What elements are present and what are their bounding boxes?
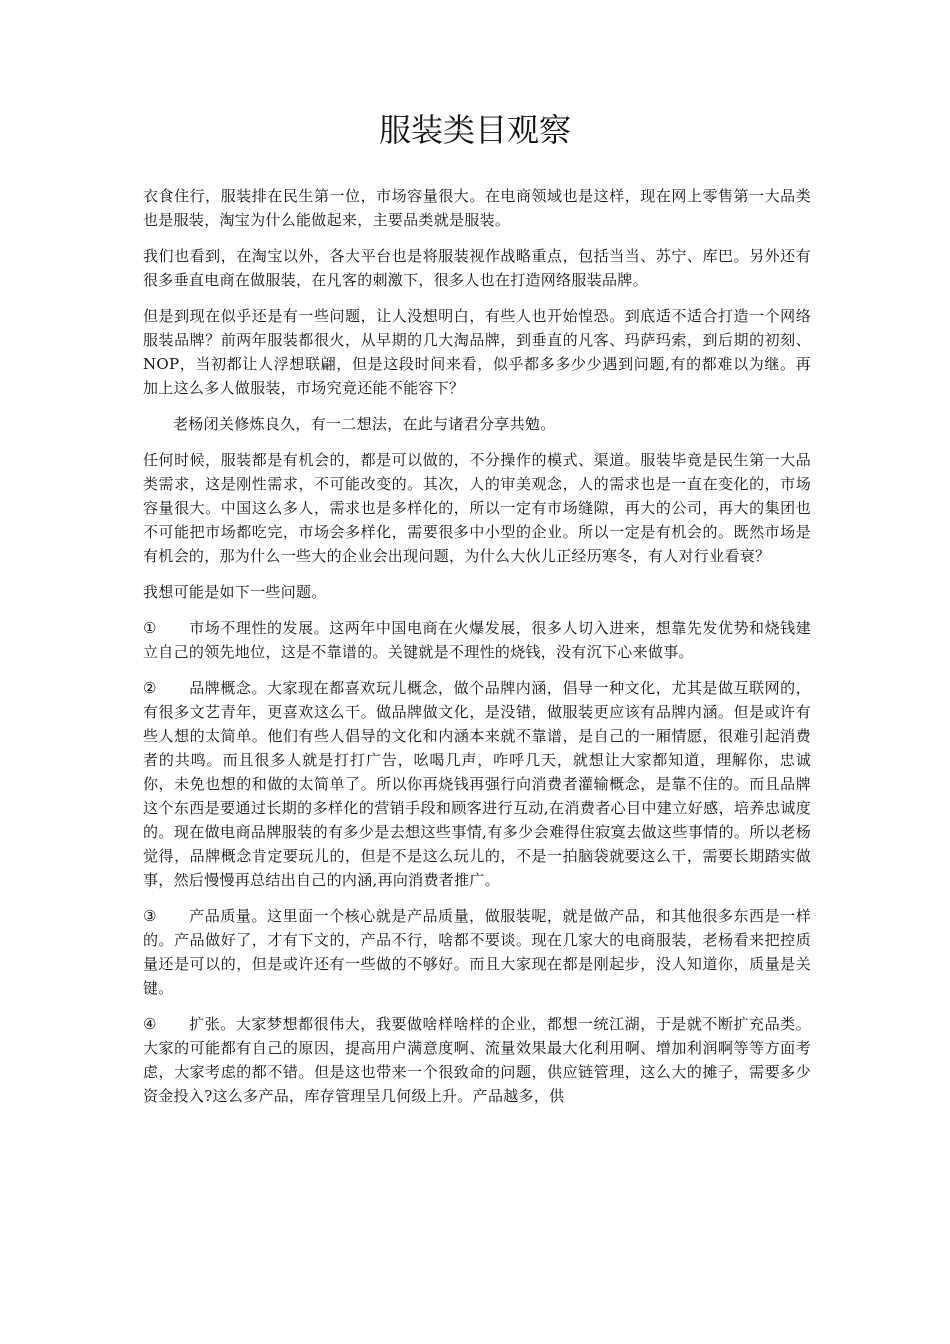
list-item-4 xyxy=(143,1012,811,1108)
item-number: ③ xyxy=(143,907,157,925)
paragraph-2: 我们也看到，在淘宝以外，各大平台也是将服装视作战略重点，包括当当、苏宁、库巴。另外还有很多垂直电商在做服装，在凡客的刺激下，很多人也在打造网络服装品牌。 xyxy=(143,247,811,289)
paragraph-5: 任何时候，服装都是有机会的，都是可以做的，不分操作的模式、渠道。服装毕竟是民生第一大品类需求，这是刚性需求，不可能改变的。其次，人的审美观念，人的需求也是一直在变化的，市场容量很大。中国这么多人，需求也是多样化的，所以一定有市场缝隙，再大的公司，再大的集团也不可能把市场都吃完，市场会多样化，需要很多中小型的企业。所以一定是有机会的。既然市场是有机会的，那为什么一些大的企业会出现问题，为什么大伙儿正经历寒冬，有人对行业看衰？ xyxy=(143,451,811,565)
item-number: ① xyxy=(143,619,157,637)
item-text: 产品质量。这里面一个核心就是产品质量，做服装呢，就是做产品，和其他很多东西是一样的。产品做好了，才有下文的，产品不行，啥都不要谈。现在几家大的电商服装，老杨看来把控质量还是可以的，但是或许还有一些做的不够好。而且大家现在都是刚起步，没人知道你，质量是关键。 xyxy=(143,907,811,997)
list-item-3 xyxy=(143,904,811,1000)
item-text: 扩张。大家梦想都很伟大，我要做啥样啥样的企业，都想一统江湖，于是就不断扩充品类。大家的可能都有自己的原因，提高用户满意度啊、流量效果最大化利用啊、增加利润啊等等方面考虑，大家考虑的都不错。但是这也带来一个很致命的问题，供应链管理，这么大的摊子，需要多少资金投入?这么多产品，库存管理呈几何级上升。产品越多，供 xyxy=(143,1015,811,1105)
item-number: ② xyxy=(143,679,157,697)
article-body xyxy=(143,184,811,1120)
item-text: 品牌概念。大家现在都喜欢玩儿概念，做个品牌内涵，倡导一种文化，尤其是做互联网的，有很多文艺青年，更喜欢这么干。做品牌做文化，是没错，做服装更应该有品牌内涵。但是或许有些人想的太简单。他们有些人倡导的文化和内涵本来就不靠谱，是自己的一厢情愿，很难引起消费者的共鸣。而且很多人就是打打广告，吆喝几声，咋呼几天，就想让大家都知道，理解你，忠诚你，未免也想的和做的太简单了。所以你再烧钱再强行向消费者灌输概念，是靠不住的。而且品牌这个东西是要通过长期的多样化的营销手段和顾客进行互动,在消费者心目中建立好感，培养忠诚度的。现在做电商品牌服装的有多少是去想这些事情,有多少会难得住寂寞去做这些事情的。所以老杨觉得，品牌概念肯定要玩儿的，但是不是这么玩儿的，不是一拍脑袋就要这么干，需要长期踏实做事，然后慢慢再总结出自己的内涵,再向消费者推广。 xyxy=(143,679,811,889)
paragraph-6: 我想可能是如下一些问题。 xyxy=(143,583,327,601)
item-number: ④ xyxy=(143,1015,157,1033)
list-item-2 xyxy=(143,676,811,892)
paragraph-4: 老杨闭关修炼良久，有一二想法，在此与诸君分享共勉。 xyxy=(173,415,556,433)
item-text: 市场不理性的发展。这两年中国电商在火爆发展，很多人切入进来，想靠先发优势和烧钱建立自己的领先地位，这是不靠谱的。关键就是不理性的烧钱，没有沉下心来做事。 xyxy=(143,619,811,661)
paragraph-1: 衣食住行，服装排在民生第一位，市场容量很大。在电商领域也是这样，现在网上零售第一大品类也是服装，淘宝为什么能做起来，主要品类就是服装。 xyxy=(143,187,811,229)
list-item-1 xyxy=(143,616,811,664)
paragraph-3: 但是到现在似乎还是有一些问题，让人没想明白，有些人也开始惶恐。到底适不适合打造一个网络服装品牌？前两年服装都很火，从早期的几大淘品牌，到垂直的凡客、玛萨玛索，到后期的初刻、NOP，当初都让人浮想联翩，但是这段时间来看，似乎都多多少少遇到问题,有的都难以为继。再加上这么多人做服装，市场究竟还能不能容下？ xyxy=(143,307,811,397)
page-title: 服装类目观察 xyxy=(378,111,571,149)
